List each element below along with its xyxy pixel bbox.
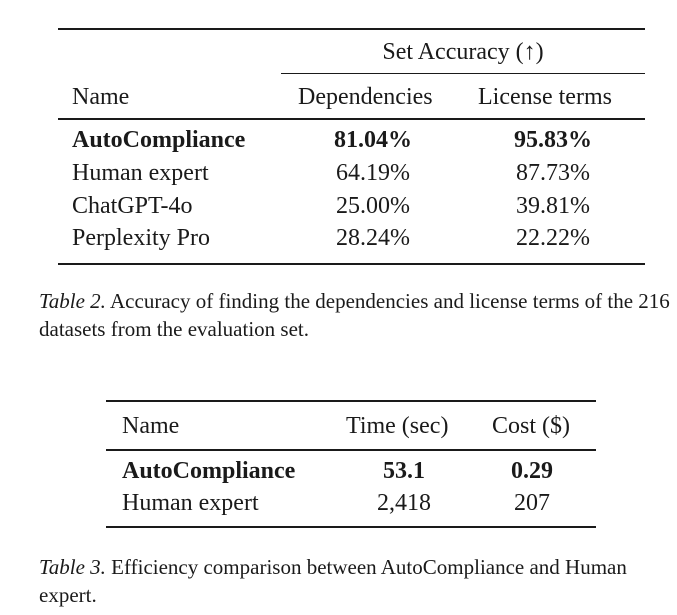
row-name: Perplexity Pro xyxy=(72,225,210,251)
set-accuracy-group-header: Set Accuracy (↑) xyxy=(382,39,544,65)
row-license-terms-value: 87.73% xyxy=(516,160,590,186)
row-name: AutoCompliance xyxy=(122,458,296,484)
row-name: ChatGPT-4o xyxy=(72,193,193,219)
column-header-name: Name xyxy=(122,413,180,439)
table-row xyxy=(106,457,596,489)
row-dependencies-value: 81.04% xyxy=(334,127,412,153)
row-name: Human expert xyxy=(122,490,259,516)
row-license-terms-value: 22.22% xyxy=(516,225,590,251)
table-row xyxy=(58,224,645,256)
row-time-value: 2,418 xyxy=(377,490,431,516)
column-header-time: Time (sec) xyxy=(346,413,449,439)
table-top-rule xyxy=(106,400,596,402)
table-bottom-rule xyxy=(58,263,645,265)
group-header-underline xyxy=(281,73,645,74)
table-top-rule xyxy=(58,28,645,30)
row-dependencies-value: 28.24% xyxy=(336,225,410,251)
table-2 xyxy=(58,28,645,265)
column-header-cost: Cost ($) xyxy=(492,413,570,439)
table-bottom-rule xyxy=(106,526,596,528)
table-2-caption xyxy=(39,287,674,343)
table-3 xyxy=(106,400,596,528)
column-header-dependencies: Dependencies xyxy=(298,84,433,110)
table-row xyxy=(58,159,645,191)
table-3-caption xyxy=(39,553,674,609)
row-dependencies-value: 25.00% xyxy=(336,193,410,219)
row-license-terms-value: 95.83% xyxy=(514,127,592,153)
header-separator-rule xyxy=(106,449,596,451)
row-name: AutoCompliance xyxy=(72,127,246,153)
column-header-license-terms: License terms xyxy=(478,84,612,110)
row-time-value: 53.1 xyxy=(383,458,425,484)
table-2-caption-label: Table 2. xyxy=(39,289,106,313)
row-name: Human expert xyxy=(72,160,209,186)
row-license-terms-value: 39.81% xyxy=(516,193,590,219)
column-header-name: Name xyxy=(72,84,130,110)
table-row xyxy=(58,192,645,224)
row-dependencies-value: 64.19% xyxy=(336,160,410,186)
table-row xyxy=(58,126,645,158)
table-3-caption-text: Efficiency comparison between AutoCompliance and Human expert. xyxy=(39,555,627,607)
table-3-caption-label: Table 3. xyxy=(39,555,106,579)
table-2-caption-text: Accuracy of finding the dependencies and license terms of the 216 datasets from the evaluation set. xyxy=(39,289,670,341)
header-separator-rule xyxy=(58,118,645,120)
row-cost-value: 207 xyxy=(514,490,550,516)
row-cost-value: 0.29 xyxy=(511,458,553,484)
table-row xyxy=(106,489,596,521)
